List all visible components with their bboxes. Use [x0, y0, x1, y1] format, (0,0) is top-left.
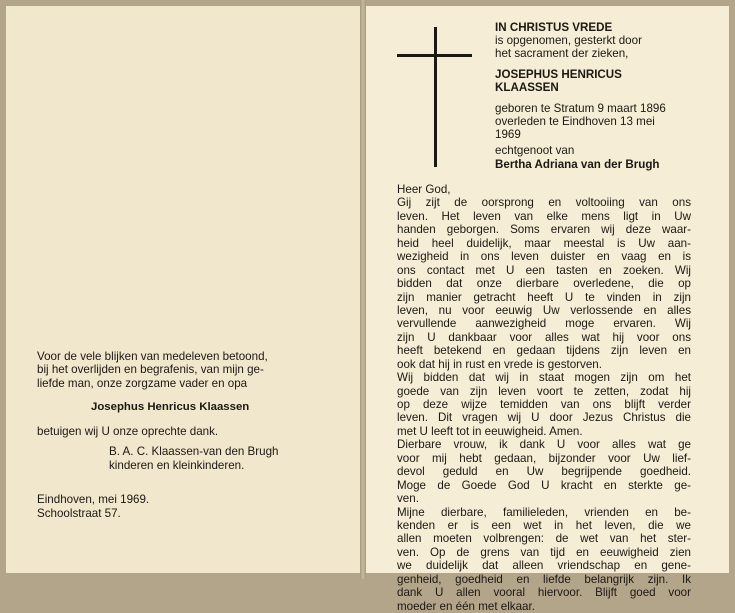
- prayer-line: devol geduld en Uw begrijpende goedheid.: [397, 465, 691, 479]
- intro-line: is opgenomen, gesterkt door: [495, 34, 642, 47]
- death-line: 1969: [495, 128, 521, 141]
- prayer-line: leven. Dit vragen wij U door Jezus Christus die: [397, 411, 691, 425]
- family-signature-line: kinderen en kleinkinderen.: [109, 459, 245, 472]
- prayer-line: voor mij hebt gedaan, bijzonder voor Uw lief-: [397, 451, 691, 465]
- cross-icon-bar: [397, 54, 472, 57]
- prayer-line: goede van zijn leven voort te zetten, zodat hij: [397, 384, 691, 398]
- prayer-line: kenden er is een wet in het leven, die we: [397, 518, 691, 532]
- prayer-line: met U leeft tot in eeuwigheid. Amen.: [397, 424, 583, 438]
- prayer-text: [397, 183, 691, 613]
- deceased-name-title: KLAASSEN: [495, 81, 559, 94]
- prayer-line: ons contact met U een tasten en zoeken. Wij: [397, 263, 691, 277]
- death-line: overleden te Eindhoven 13 mei: [495, 115, 655, 128]
- thanks-paragraph: [37, 350, 331, 390]
- thanks-line: bij het overlijden en begrafenis, van mijn ge-: [37, 363, 264, 377]
- prayer-line: handen geborgen. Soms ervaren wij deze waar-: [397, 223, 691, 237]
- gratitude-line: betuigen wij U onze oprechte dank.: [37, 425, 219, 438]
- prayer-line: wezigheid in ons leven duister en vaag en is: [397, 250, 691, 264]
- prayer-line: Mijne dierbare, familieleden, vrienden en be-: [397, 505, 691, 519]
- prayer-line: leven. Het leven van elke mens ligt in Uw: [397, 209, 691, 223]
- family-signature-line: B. A. C. Klaassen-van den Brugh: [109, 445, 279, 458]
- prayer-line: moeder en één met elkaar.: [397, 599, 535, 613]
- prayer-line: Gij zijt de oorsprong en voltooiing van ons: [397, 196, 691, 210]
- prayer-line: bidden dat onze dierbare overledene, die op: [397, 277, 691, 291]
- prayer-line: zijn manier getracht heeft U te vinden in zijn: [397, 290, 691, 304]
- heading: IN CHRISTUS VREDE: [495, 21, 613, 34]
- prayer-line: heeft betekend en gedaan tijdens zijn leven en: [397, 344, 691, 358]
- address: Schoolstraat 57.: [37, 507, 121, 520]
- prayer-line: op deze wijze temidden van ons blijft verder: [397, 398, 691, 411]
- prayer-line: we duidelijk dat alleen vriendschap en gene-: [397, 559, 691, 573]
- prayer-line: dank U allen vooral hiervoor. Blijft goed voor: [397, 586, 691, 600]
- prayer-line: vervullende aanwezigheid moge ervaren. Wij: [397, 317, 691, 331]
- deceased-name: Josephus Henricus Klaassen: [91, 401, 250, 413]
- prayer-line: Wij bidden dat wij in staat mogen zijn om het: [397, 371, 691, 385]
- prayer-line: Dierbare vrouw, ik dank U voor alles wat ge: [397, 438, 691, 452]
- prayer-line: Heer God,: [397, 183, 451, 196]
- prayer-line: Moge de Goede God U kracht en sterkte ge-: [397, 478, 691, 492]
- prayer-line: heid heel duidelijk, maar meestal is Uw aan-: [397, 236, 691, 250]
- intro-line: het sacrament der zieken,: [495, 47, 629, 60]
- prayer-line: genheid, goedheid en liefde belangrijk zijn. Ik: [397, 572, 691, 586]
- spouse-name: Bertha Adriana van der Brugh: [495, 158, 660, 171]
- right-page: [366, 6, 729, 613]
- thanks-line: Voor de vele blijken van medeleven betoond,: [37, 350, 268, 363]
- left-page: [6, 6, 360, 573]
- cross-icon: [434, 27, 437, 167]
- prayer-line: leven, nu voor eeuwig Uw verlossende en alles: [397, 303, 691, 317]
- deceased-name-title: JOSEPHUS HENRICUS: [495, 68, 622, 81]
- prayer-line: ook dat hij in rust en vrede is gestorven.: [397, 357, 602, 371]
- prayer-line: ven. Op de grens van tijd en eeuwigheid zien: [397, 545, 691, 559]
- spouse-label: echtgenoot van: [495, 144, 575, 157]
- prayer-line: zijn U dankbaar voor alles wat hij voor ons: [397, 330, 691, 344]
- prayer-line: ven.: [397, 492, 419, 506]
- place-date: Eindhoven, mei 1969.: [37, 493, 150, 506]
- prayer-line: allen moeten volbrengen: de wet van het ster-: [397, 532, 691, 546]
- thanks-line: liefde man, onze zorgzame vader en opa: [37, 376, 248, 390]
- birth-line: geboren te Stratum 9 maart 1896: [495, 102, 666, 115]
